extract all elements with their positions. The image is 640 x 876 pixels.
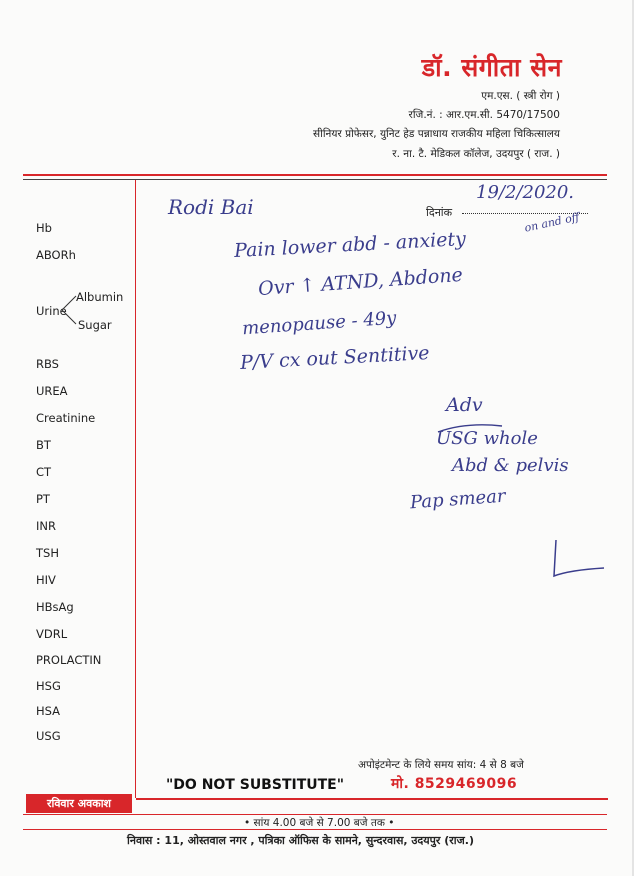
advice-label: Adv xyxy=(446,394,483,416)
advice-line-3: Pap smear xyxy=(409,485,507,514)
column-divider xyxy=(135,180,136,798)
doctor-degree: एम.एस. ( स्त्री रोग ) xyxy=(481,90,560,102)
doctor-position: सीनियर प्रोफेसर, युनिट हेड पन्नाधाय राजकीय महिला चिकित्सालय xyxy=(313,128,560,140)
mobile-number: मो. 8529469096 xyxy=(391,776,518,792)
advice-line-1: USG whole xyxy=(436,428,538,449)
visit-date: 19/2/2020. xyxy=(476,182,575,203)
registration-number: रजि.नं. : आर.एम.सी. 5470/17500 xyxy=(408,109,560,121)
test-item: HIV xyxy=(36,573,56,587)
test-item: PT xyxy=(36,492,50,506)
sunday-holiday-badge: रविवार अवकाश xyxy=(26,794,132,813)
complaint-line-3: menopause - 49y xyxy=(241,307,398,340)
urine-albumin: Albumin xyxy=(76,290,124,304)
test-item: TSH xyxy=(36,546,59,560)
test-item: CT xyxy=(36,465,52,479)
urine-sugar: Sugar xyxy=(78,318,112,332)
appointment-timing: अपोइंटमेन्ट के लिये समय सांय: 4 से 8 बजे xyxy=(358,759,524,771)
test-item: VDRL xyxy=(36,627,68,641)
doctor-name: डॉ. संगीता सेन xyxy=(421,53,562,82)
test-item: USG xyxy=(36,729,61,743)
patient-name: Rodi Bai xyxy=(168,195,254,219)
do-not-substitute: "DO NOT SUBSTITUTE" xyxy=(166,777,345,793)
test-item: HSG xyxy=(36,679,61,693)
test-item: UREA xyxy=(36,384,68,398)
complaint-line-1: Pain lower abd - anxiety xyxy=(233,227,467,263)
test-item: Hb xyxy=(36,221,52,235)
urine-label: Urine xyxy=(36,304,67,318)
test-item: PROLACTIN xyxy=(36,653,102,667)
college-address: र. ना. टै. मेडिकल कॉलेज, उदयपुर ( राज. ) xyxy=(392,148,560,160)
advice-line-2: Abd & pelvis xyxy=(452,455,569,476)
test-item: RBS xyxy=(36,357,59,371)
complaint-line-1-note: on and off xyxy=(523,210,581,235)
footer-divider xyxy=(136,798,608,800)
test-item: Creatinine xyxy=(36,411,96,425)
test-item: BT xyxy=(36,438,51,452)
test-item: ABORh xyxy=(36,248,76,262)
clinic-timing: • सांय 4.00 बजे से 7.00 बजे तक • xyxy=(244,817,395,829)
test-item: HSA xyxy=(36,704,61,718)
complaint-line-2: Ovr ↑ ATND, Abdone xyxy=(257,263,464,301)
date-label: दिनांक xyxy=(426,206,453,219)
residence-address: निवास : 11, ओस्तवाल नगर , पत्रिका ऑफिस के सामने, सुन्दरवास, उदयपुर (राज.) xyxy=(127,834,474,847)
header-divider-thin xyxy=(23,179,607,180)
test-item: HBsAg xyxy=(36,600,74,614)
footer-divider-2 xyxy=(23,814,607,815)
footer-divider-3 xyxy=(23,829,607,830)
signature-mark xyxy=(550,536,610,586)
examination-line: P/V cx out Sentitive xyxy=(239,342,431,374)
test-item: INR xyxy=(36,519,56,533)
header-divider xyxy=(23,174,607,176)
